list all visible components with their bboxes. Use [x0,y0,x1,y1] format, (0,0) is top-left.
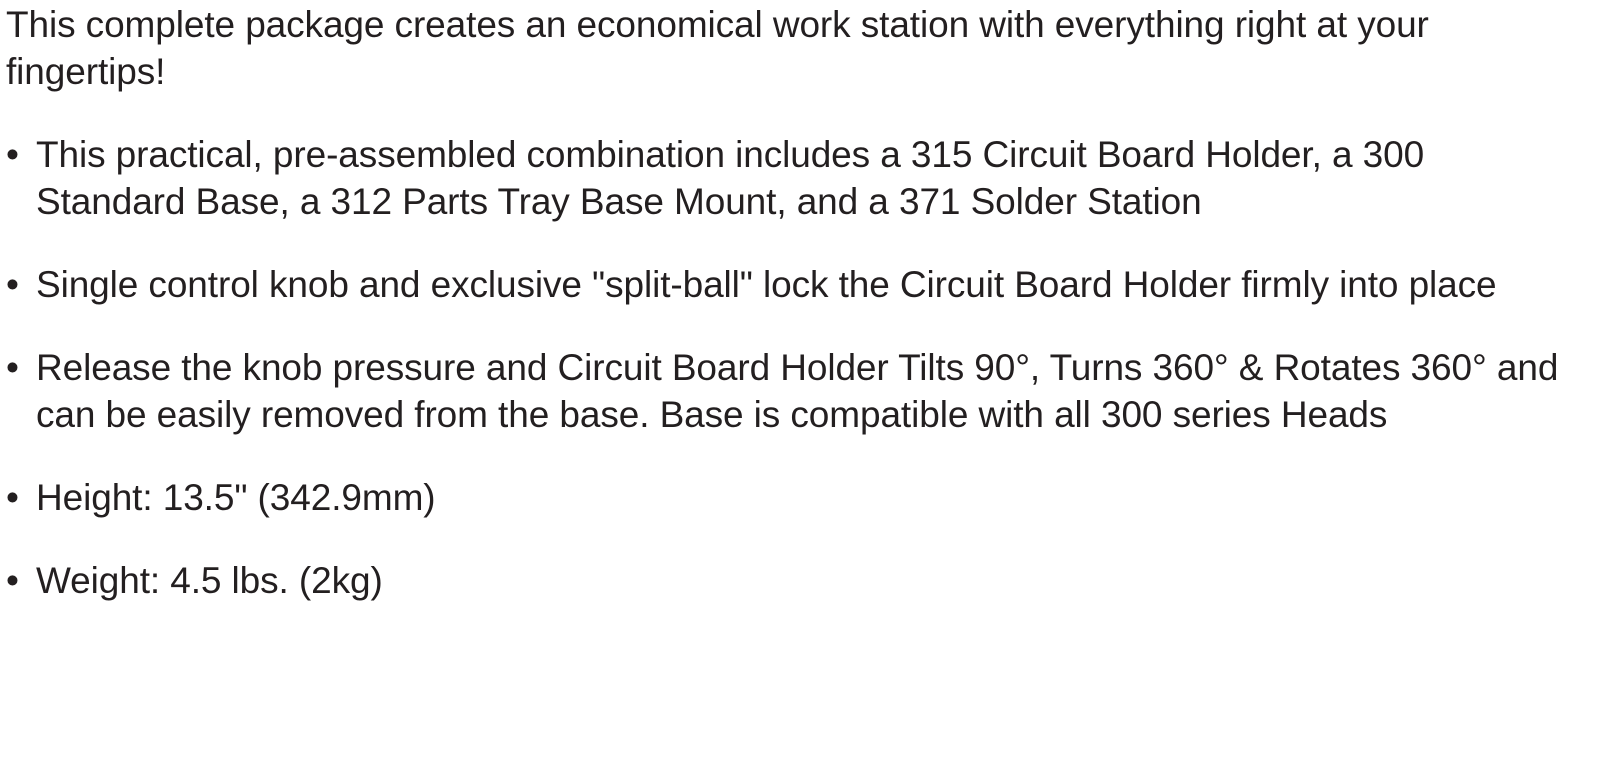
list-item [6,558,1582,605]
intro-paragraph: This complete package creates an economical work station with everything right at your fingertips! [6,4,1429,92]
bullet-marker-icon: • [6,263,19,305]
list-item-text: Height: 13.5" (342.9mm) [36,476,436,518]
list-item [6,475,1582,522]
list-item-text: Release the knob pressure and Circuit Board Holder Tilts 90°, Turns 360° & Rotates 360° and can be easily removed from the base. Base is compatible with all 300 series Heads [36,346,1559,435]
list-item-text: This practical, pre-assembled combination includes a 315 Circuit Board Holder, a 300 Standard Base, a 312 Parts Tray Base Mount, and a 371 Solder Station [36,133,1425,222]
list-item [6,132,1582,226]
bullet-marker-icon: • [6,559,19,601]
bullet-marker-icon: • [6,346,19,388]
list-item-text: Weight: 4.5 lbs. (2kg) [36,559,383,601]
bullet-marker-icon: • [6,133,19,175]
list-item [6,262,1582,309]
list-item [6,345,1582,439]
feature-bullet-list [6,132,1582,605]
bullet-marker-icon: • [6,476,19,518]
list-item-text: Single control knob and exclusive "split-ball" lock the Circuit Board Holder firmly into place [36,263,1497,305]
